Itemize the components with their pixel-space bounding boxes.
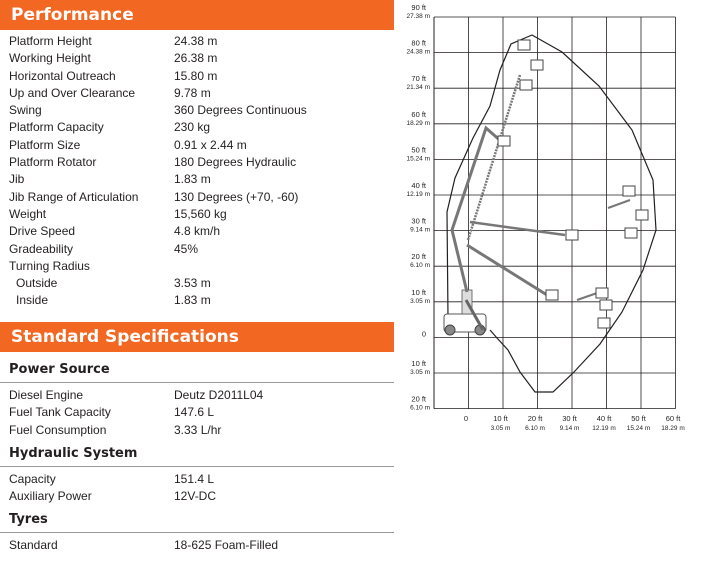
y-tick-label-ft: 10 ft — [411, 287, 426, 297]
x-tick-label-ft: 20 ft — [527, 414, 543, 423]
spec-value: 15,560 kg — [174, 206, 227, 221]
spec-value: 230 kg — [174, 120, 211, 135]
y-tick-label-ft: 10 ft — [411, 359, 426, 368]
spec-value: Deutz D2011L04 — [174, 388, 264, 402]
spec-label: Outside — [16, 276, 58, 291]
spec-value: 3.53 m — [174, 276, 211, 291]
spec-value: 24.38 m — [174, 34, 218, 48]
spec-row — [0, 241, 394, 258]
y-tick-label-m: 3.05 m — [410, 369, 430, 376]
spec-value: 130 Degrees (+70, -60) — [174, 189, 299, 204]
y-tick-label-ft: 40 ft — [411, 181, 426, 190]
performance-banner: Performance — [0, 0, 394, 30]
outreach-axis-labels — [464, 414, 685, 432]
spec-value: 18-625 Foam-Filled — [174, 538, 279, 553]
spec-row — [0, 206, 394, 223]
y-tick-label-ft: 90 ft — [411, 3, 426, 12]
spec-value: 1.83 m — [174, 293, 211, 308]
spec-label: Jib Range of Articulation — [9, 189, 139, 204]
x-tick-label-m: 9.14 m — [559, 425, 580, 432]
spec-value: 9.78 m — [174, 85, 211, 100]
x-tick-label-m: 6.10 m — [525, 425, 545, 432]
spec-row — [0, 404, 394, 421]
y-tick-label-m: 6.10 m — [410, 404, 430, 412]
spec-row — [0, 422, 394, 439]
x-tick-label-m: 12.19 m — [592, 425, 616, 432]
spec-value: 0.91 x 2.44 m — [174, 137, 247, 152]
spec-row — [0, 488, 394, 505]
spec-row — [0, 189, 394, 206]
spec-row — [0, 50, 394, 67]
spec-row — [0, 68, 394, 85]
spec-value: 26.38 m — [174, 51, 218, 66]
hydraulic-system-table — [0, 467, 394, 506]
spec-value: 3.33 L/hr — [174, 422, 222, 437]
x-tick-label-ft: 0 — [463, 414, 469, 423]
y-tick-label-ft: 30 ft — [411, 216, 426, 226]
boom-lift-illustration — [444, 40, 648, 335]
y-tick-label-m: 12.19 m — [406, 191, 430, 198]
spec-label: Jib — [9, 172, 25, 187]
spec-label: Up and Over Clearance — [9, 85, 136, 100]
height-axis-labels — [407, 3, 431, 412]
x-tick-label-m: 15.24 m — [626, 425, 651, 432]
spec-sheet — [0, 0, 394, 310]
spec-row — [0, 537, 394, 554]
y-tick-label-ft: 60 ft — [411, 109, 426, 119]
power-source-heading: Power Source — [0, 358, 394, 383]
x-tick-label-ft: 30 ft — [562, 414, 577, 423]
spec-value: 151.4 L — [174, 471, 215, 486]
spec-label: Horizontal Outreach — [9, 68, 116, 83]
spec-label: Gradeability — [9, 241, 74, 256]
spec-label: Diesel Engine — [9, 388, 84, 402]
spec-row — [0, 387, 394, 404]
spec-value: 1.83 m — [174, 172, 211, 187]
spec-row — [0, 471, 394, 488]
y-tick-label-m: 24.38 m — [406, 48, 430, 56]
spec-label: Standard — [9, 538, 58, 553]
x-tick-label-ft: 50 ft — [631, 414, 646, 423]
x-tick-label-ft: 60 ft — [665, 414, 681, 423]
working-envelope-diagram — [396, 0, 702, 559]
spec-label: Platform Capacity — [9, 120, 104, 135]
spec-row — [0, 275, 394, 292]
spec-row — [0, 102, 394, 119]
y-tick-label-ft: 80 ft — [411, 38, 426, 48]
spec-value: 147.6 L — [174, 405, 215, 420]
y-tick-label-m: 3.05 m — [410, 297, 430, 305]
spec-row — [0, 223, 394, 240]
spec-label: Working Height — [9, 51, 91, 66]
x-tick-label-ft: 40 ft — [596, 414, 612, 423]
spec-row — [0, 119, 394, 136]
spec-label: Turning Radius — [9, 258, 90, 273]
x-tick-label-m: 18.29 m — [661, 425, 685, 432]
spec-value: 360 Degrees Continuous — [174, 103, 307, 118]
spec-row — [0, 85, 394, 102]
spec-value: 4.8 km/h — [174, 224, 221, 239]
y-tick-label-ft: 0 — [421, 329, 426, 339]
spec-value: 12V-DC — [174, 489, 217, 504]
y-tick-label-m: 6.10 m — [410, 262, 430, 270]
spec-row — [0, 154, 394, 171]
standard-specifications-banner: Standard Specifications — [0, 322, 394, 352]
spec-label: Fuel Tank Capacity — [9, 405, 111, 420]
y-tick-label-m: 18.29 m — [406, 119, 430, 127]
spec-value: 15.80 m — [174, 68, 218, 83]
spec-row — [0, 137, 394, 154]
spec-label: Auxiliary Power — [9, 489, 92, 504]
working-envelope-svg — [396, 0, 702, 559]
spec-row — [0, 292, 394, 309]
spec-label: Platform Size — [9, 137, 81, 152]
y-tick-label-ft: 70 ft — [411, 74, 426, 84]
spec-label: Fuel Consumption — [9, 422, 107, 437]
spec-row — [0, 171, 394, 188]
hydraulic-system-heading: Hydraulic System — [0, 442, 394, 467]
spec-label: Weight — [9, 206, 47, 221]
y-tick-label-m: 27.38 m — [406, 13, 430, 20]
spec-value: 180 Degrees Hydraulic — [174, 155, 297, 170]
tyres-table — [0, 533, 394, 554]
standard-specifications — [0, 322, 394, 555]
spec-label: Platform Height — [9, 34, 92, 48]
y-tick-label-ft: 20 ft — [411, 394, 426, 404]
spec-value: 45% — [174, 241, 199, 256]
y-tick-label-ft: 20 ft — [411, 252, 426, 262]
spec-label: Drive Speed — [9, 224, 76, 239]
spec-label: Inside — [16, 293, 49, 308]
spec-label: Capacity — [9, 471, 56, 486]
spec-row — [0, 258, 394, 275]
y-tick-label-ft: 50 ft — [411, 145, 426, 155]
y-tick-label-m: 15.24 m — [406, 155, 430, 163]
y-tick-label-m: 9.14 m — [410, 226, 430, 234]
spec-label: Platform Rotator — [9, 155, 97, 170]
spec-row — [0, 33, 394, 50]
x-tick-label-m: 3.05 m — [490, 425, 511, 432]
tyres-heading: Tyres — [0, 508, 394, 533]
performance-table — [0, 30, 394, 310]
power-source-table — [0, 383, 394, 439]
y-tick-label-m: 21.34 m — [406, 84, 430, 92]
spec-label: Swing — [9, 103, 42, 118]
x-tick-label-ft: 10 ft — [493, 414, 508, 423]
